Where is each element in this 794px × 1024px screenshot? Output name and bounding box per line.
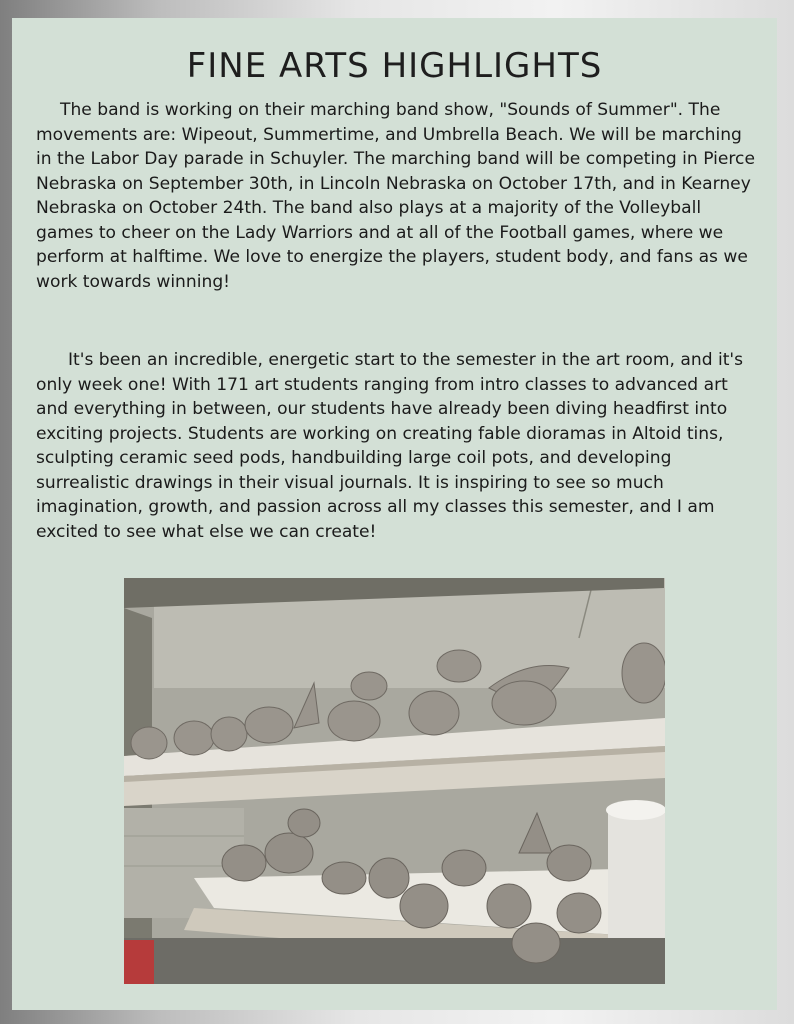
art-paragraph: It's been an incredible, energetic start to the semester in the art room, and it's only week one! With 171 art students ranging from intro classes to advanced art and everything in between, our students have already been diving headfirst into exciting projects. Students are working on creating fable dioramas in Altoid tins, sculpting ceramic seed pods, handbuilding large coil pots, and developing surrealistic drawings in their visual journals. It is inspiring to see so much imagination, growth, and passion across all my classes this semester, and I am excited to see what else we can create!	[36, 350, 744, 542]
page-title: FINE ARTS HIGHLIGHTS	[186, 46, 603, 86]
band-paragraph: The band is working on their marching band show, "Sounds of Summer". The movements are: Wipeout, Summertime, and Umbrella Beach. We will be marching in the Labor Day parade in Schuyler. The marching band will be competing in Pierce Nebraska on September 30th, in Lincoln Nebraska on October 17th, and in Kearney Nebraska on October 24th. The band also plays at a majority of the Volleyball games to cheer on the Lady Warriors and at all of the Football games, where we perform at halftime. We love to energize the players, student body, and fans as we work towards winning!	[36, 100, 755, 292]
newsletter-panel	[12, 18, 777, 1010]
ceramics-shelf-photo	[124, 578, 665, 984]
